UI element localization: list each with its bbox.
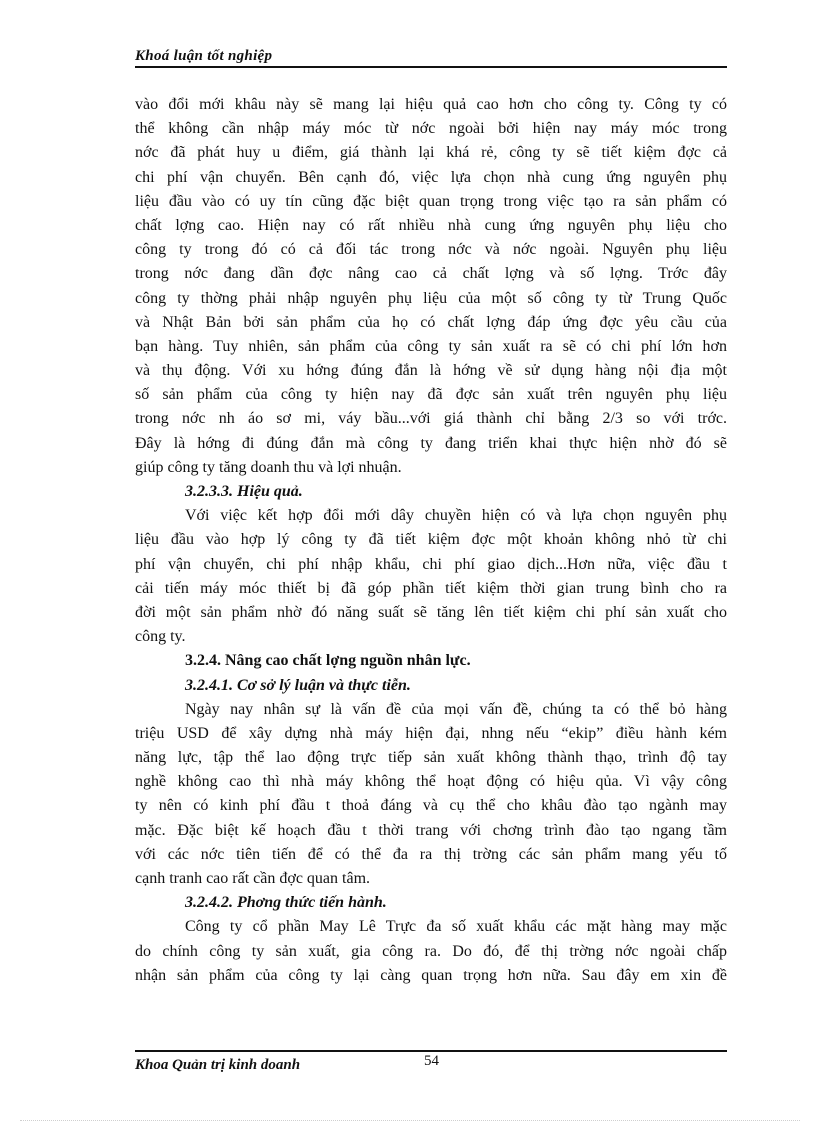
footer-department: Khoa Quản trị kinh doanh [135, 1057, 301, 1073]
running-header: Khoá luận tốt nghiệp [135, 48, 273, 64]
text-line: do chính công ty sản xuất, gia công ra. Do đó, để thị trờng nớc ngoài chấp [135, 942, 727, 960]
text-line: ty nên có kinh phí đầu t thoả đáng và cụ thể cho khâu đào tạo ngành may [135, 797, 727, 815]
text-line: công ty trong đó có cả đối tác trong nớc và nớc ngoài. Nguyên phụ liệu [135, 241, 727, 259]
text-line: thể không cần nhập máy móc từ nớc ngoài bởi hiện nay máy móc trong [135, 120, 727, 138]
body-text [135, 93, 727, 988]
text-line: nghề không cao thì nhà máy không thể hoạt động có hiệu qủa. Vì vậy công [135, 773, 727, 791]
text-line: phí vận chuyển, chi phí nhập khẩu, chi phí giao dịch...Hơn nữa, việc đầu t [135, 555, 727, 573]
text-line: công ty thờng phải nhập nguyên phụ liệu của một số công ty từ Trung Quốc [135, 289, 727, 307]
text-line: nhận sản phẩm của công ty lại càng quan trọng hơn nữa. Sau đây em xin đề [135, 966, 727, 984]
text-line: vào đổi mới khâu này sẽ mang lại hiệu quả cao hơn cho công ty. Công ty có [135, 96, 727, 113]
text-line: với các nớc tiên tiến để có thể đa ra thị trờng các sản phẩm mang yếu tố [135, 845, 727, 863]
section-heading-3-2-4-2: 3.2.4.2. Phơng thức tiến hành. [185, 894, 387, 912]
section-heading-3-2-4: 3.2.4. Nâng cao chất lợng nguồn nhân lực. [185, 652, 471, 670]
text-line: Đây là hớng đi đúng đắn mà công ty đang triển khai thực hiện nhờ đó sẽ [135, 434, 727, 452]
footer-rule [135, 1050, 727, 1052]
text-line: chất lợng cao. Hiện nay có rất nhiều nhà cung ứng nguyên phụ liệu cho [135, 216, 727, 234]
page-number: 54 [424, 1053, 439, 1069]
text-line: bạn hàng. Tuy nhiên, sản phẩm của công ty sản xuất ra sẽ có chi phí lớn hơn [135, 337, 727, 355]
header-rule [135, 66, 727, 68]
text-line: Ngày nay nhân sự là vấn đề của mọi vấn đề, chúng ta có thể bỏ hàng [185, 700, 727, 718]
text-line: cạnh tranh cao rất cần đợc quan tâm. [135, 870, 371, 887]
text-line: triệu USD để xây dựng nhà máy hiện đại, nhng nếu “ekip” điều hành kém [135, 724, 727, 742]
page-edge-dotted-line [20, 1120, 800, 1122]
text-line: và Nhật Bản bởi sản phẩm của họ có chất lợng đáp ứng đợc yêu cầu của [135, 313, 727, 331]
text-line: công ty. [135, 628, 186, 646]
section-heading-3-2-4-1: 3.2.4.1. Cơ sở lý luận và thực tiễn. [185, 676, 411, 694]
text-line: Với việc kết hợp đổi mới dây chuyền hiện có và lựa chọn nguyên phụ [185, 507, 727, 525]
text-line: liệu đầu vào có uy tín cũng đặc biệt quan trọng trong việc tạo ra sản phẩm có [135, 192, 727, 210]
text-line: Công ty cổ phần May Lê Trực đa số xuất khẩu các mặt hàng may mặc [185, 918, 727, 936]
text-line: số sản phẩm của công ty hiện nay đã đợc sản xuất trên nguyên phụ liệu [135, 386, 727, 404]
text-line: đời một sản phẩm nhờ đó năng suất sẽ tăng lên tiết kiệm chi phí sản xuất cho [135, 603, 727, 621]
text-line: trong nớc nh áo sơ mi, váy bầu...với giá thành chỉ bằng 2/3 so với trớc. [135, 410, 727, 428]
text-line: chi phí vận chuyển. Bên cạnh đó, việc lựa chọn nhà cung ứng nguyên phụ [135, 168, 727, 186]
text-line: liệu đầu vào hợp lý công ty đã tiết kiệm đợc một khoản không nhỏ từ chi [135, 531, 727, 549]
text-line: nớc đã phát huy u điểm, giá thành lại khá rẻ, công ty sẽ tiết kiệm đợc cả [135, 144, 727, 162]
text-line: mặc. Đặc biệt kế hoạch đầu t thời trang với chơng trình đào tạo ngang tầm [135, 821, 727, 839]
text-line: và thụ động. Với xu hớng đúng đắn là hớng về sử dụng hàng nội địa một [135, 362, 727, 380]
section-heading-3-2-3-3: 3.2.3.3. Hiệu quả. [185, 483, 303, 500]
text-line: trong nớc đang dần đợc nâng cao cả chất lợng và số lợng. Trớc đây [135, 265, 727, 283]
text-line: cải tiến máy móc thiết bị đã góp phần tiết kiệm thời gian trung bình cho ra [135, 579, 727, 597]
text-line: giúp công ty tăng doanh thu và lợi nhuận. [135, 458, 402, 476]
text-line: năng lực, tập thể lao động trực tiếp sản xuất không thành thạo, trình độ tay [135, 749, 727, 767]
